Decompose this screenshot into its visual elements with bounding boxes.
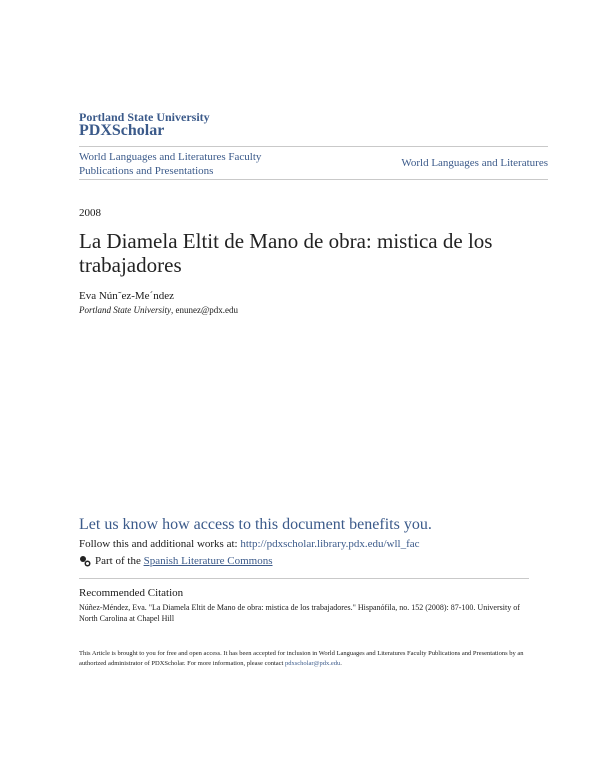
follow-url-link[interactable]: http://pdxscholar.library.pdx.edu/wll_fac xyxy=(240,538,420,550)
header-top-rule xyxy=(79,146,548,147)
discipline-link[interactable]: Spanish Literature Commons xyxy=(143,555,273,567)
citation-heading: Recommended Citation xyxy=(79,587,184,599)
feedback-link[interactable]: Let us know how access to this document benefits you. xyxy=(79,516,432,533)
notice-text: This Article is brought to you for free and open access. It has been accepted for inclusion in World Languages and Literatures Faculty Publications and Presentations by an authorized administrator of PDXScholar. For more information, please contact xyxy=(79,650,524,667)
citation-text: Núñez-Méndez, Eva. "La Diamela Eltit de Mano de obra: mistica de los trabajadores." Hispanófila, no. 152 (2008): 87-100. University of North Carolina at Chapel Hill xyxy=(79,603,520,623)
article-title: La Diamela Eltit de Mano de obra: mistica de los trabajadores xyxy=(79,229,493,277)
citation-rule xyxy=(79,578,529,579)
collection-link-right[interactable]: World Languages and Literatures xyxy=(401,157,548,169)
contact-email-link[interactable]: pdxscholar@pdx.edu xyxy=(284,660,341,667)
collection-link-left[interactable]: World Languages and Literatures Faculty Publications and Presentations xyxy=(79,151,262,177)
notice-end: . xyxy=(340,660,342,667)
access-notice xyxy=(79,649,529,669)
author-affiliation xyxy=(79,305,238,315)
header-bottom-rule xyxy=(79,179,548,180)
university-name: Portland State University xyxy=(79,110,210,124)
author-name: Eva Nún˜ez-Me´ndez xyxy=(79,290,174,302)
publication-year: 2008 xyxy=(79,207,101,219)
part-of-prefix: Part of the xyxy=(95,555,141,567)
site-name-link[interactable]: PDXScholar xyxy=(79,122,165,139)
follow-prefix: Follow this and additional works at: xyxy=(79,538,238,550)
affiliation-institution: Portland State University xyxy=(79,305,171,315)
affiliation-email: , enunez@pdx.edu xyxy=(171,305,239,315)
part-of-line xyxy=(79,555,273,567)
network-icon xyxy=(79,555,91,567)
follow-line xyxy=(79,538,420,550)
